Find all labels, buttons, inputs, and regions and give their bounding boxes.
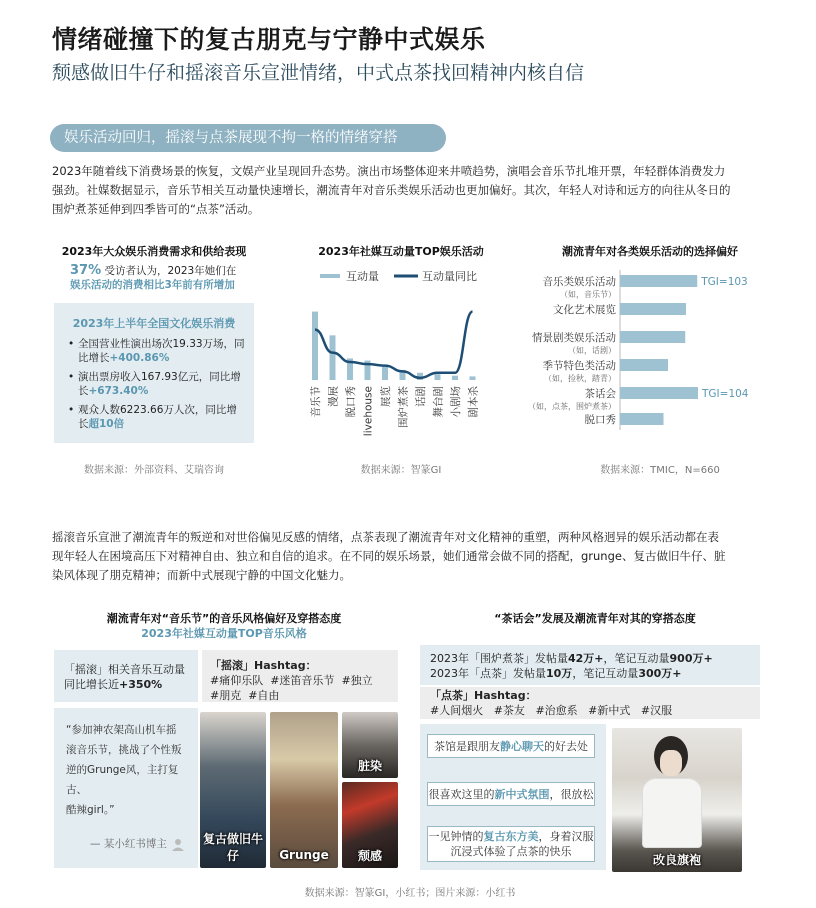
rock-hashtag-box [202,650,398,702]
hashtag[interactable]: #自由 [248,689,280,702]
category-label: 茶话会 [584,388,616,400]
bar [312,312,318,380]
panel1-title: 2023年大众娱乐消费需求和供给表现 [61,245,247,258]
survey-text-2: 娱乐活动的消费相比3年前有所增加 [70,279,235,291]
panel1-source: 数据来源：外部资料、艾瑞咨询 [84,465,224,476]
decadent-photo [342,782,398,868]
intro-line: 围炉煮茶延伸到四季皆可的“点茶”活动。 [52,202,260,216]
survey-text: 受访者认为，2023年她们在 [104,265,237,277]
quote-line: “参加神农架高山机车摇 [66,724,177,736]
category-sublabel: （如，捡秋，踏青） [544,374,616,383]
bar [470,376,476,380]
tea-hashtag-box [420,687,760,719]
category-label: 音乐类娱乐活动 [542,276,616,288]
chart2-title: 潮流青年对各类娱乐活动的选择偏好 [562,245,738,258]
user-icon [171,837,185,851]
hashtag[interactable]: #汉服 [640,704,673,717]
legend-bar-label: 互动量 [346,270,379,283]
quote-line: 逆的Grunge风，主打复古、 [66,764,179,796]
x-tick-label: 围炉煮茶 [397,386,410,428]
bar [620,413,664,425]
stat-item: • 观众人数6223.66万人次，同比增长超10倍 [68,403,246,431]
hashtag[interactable]: #治愈系 [535,704,578,717]
page-title: 情绪碰撞下的复古朋克与宁静中式娱乐 [52,25,486,54]
grunge-photo [270,712,338,868]
tea-hashtag-title: 「点茶」Hashtag： [430,689,537,702]
blogger-quote-box [54,708,198,868]
hashtag[interactable]: #新中式 [588,704,631,717]
culture-stats-box [54,303,254,443]
hashtag[interactable]: #人间烟火 [430,704,484,717]
bar [620,331,685,343]
rock-stat-text: 「摇滚」相关音乐互动量 [64,663,185,676]
intro-line: 强劲。社媒数据显示，音乐节相关互动量快速增长，潮流青年对音乐类娱乐活动也更加偏好。其次，年轻人对诗和远方的向往从冬日的 [52,183,731,197]
bar [620,387,698,399]
activity-preference-chart [520,268,790,438]
x-tick-label: 展览 [380,386,392,407]
rock-stat-value: +350% [119,678,163,691]
x-tick-label: 漫展 [327,386,340,407]
hashtag[interactable]: #独立 [341,674,373,687]
style-paragraph [52,528,764,585]
stat-item: • 全国营业性演出场次19.33万场，同比增长+400.86% [68,337,246,365]
quote-line: 滚音乐节，挑战了个性叛 [66,744,182,756]
bar [620,359,668,371]
hashtag[interactable]: #茶友 [493,704,525,717]
category-label: 季节特色类活动 [542,360,616,372]
x-tick-label: livehouse [362,386,375,437]
para-line: 摇滚音乐宣泄了潮流青年的叛逆和对世俗偏见反感的情绪，点茶表现了潮流青年对文化精神的重塑，两种风格迥异的娱乐活动都在表 [52,530,719,544]
rock-stat-text-2: 同比增长近 [64,678,119,691]
category-label: 情景剧类娱乐活动 [532,332,616,344]
comment-bubble: 一见钟情的复古东方美，身着汉服 沉浸式体验了点茶的快乐 [427,826,595,862]
photo-label: Grunge [279,848,329,862]
survey-stat [70,264,260,292]
legend-bar-swatch [320,274,340,278]
bar [382,367,388,380]
quote-line: 酷辣girl。” [66,804,115,816]
x-tick-label: 小剧场 [450,386,462,418]
rock-stat-box [54,650,198,702]
photo-label: 复古做旧牛仔 [202,832,263,863]
chart1-source: 数据来源：智篆GI [360,465,442,476]
legend-line-label: 互动量同比 [422,270,477,283]
tea-stats-box: 2023年「围炉煮茶」发帖量42万+，笔记互动量900万+ 2023年「点茶」发帖量10万，笔记互动量300万+ [420,645,760,685]
intro-line: 2023年随着线下消费场景的恢复，文娱产业呈现回升态势。演出市场整体迎来井喷趋势，演唱会音乐节扎堆开票，年轻群体消费发力 [52,164,726,178]
bar [330,335,336,380]
bar [435,374,441,380]
category-sublabel: （如，点茶，围炉煮茶） [528,402,616,411]
hashtag[interactable]: #朋克 [210,689,242,702]
chart1-title: 2023年社媒互动量TOP娱乐活动 [318,245,484,258]
chart2-source: 数据来源：TMIC，N=660 [600,465,720,476]
x-tick-label: 舞台剧 [432,386,445,418]
quote-author: — 某小红书博主 [66,834,190,854]
section-pill: 娱乐活动回归，摇滚与点茶展现不拘一格的情绪穿搭 [50,124,446,152]
bar [452,376,458,380]
category-sublabel: （如，音乐节） [560,290,616,299]
tgi-annotation: TGI=104 [702,388,749,400]
culture-stats-title: 2023年上半年全国文化娱乐消费 [72,317,236,330]
figure-qipao [642,778,702,848]
comment-bubble: 很喜欢这里的 新中式氛围 ，很放松 [427,782,595,806]
x-tick-label: 音乐节 [310,386,322,418]
category-label: 文化艺术展览 [553,304,616,316]
category-label: 脱口秀 [584,414,616,426]
yoy-line [315,312,473,378]
tgi-annotation: TGI=103 [701,276,748,288]
music-subtitle: 2023年社媒互动量TOP音乐风格 [141,627,307,640]
footer-source: 数据来源：智篆GI，小红书；图片来源：小红书 [304,888,516,899]
stat-item: • 演出票房收入167.93亿元，同比增长+673.40% [68,370,246,398]
bar [620,303,686,315]
photo-label: 脏染 [357,759,382,773]
social-interaction-chart [290,262,510,452]
photo-label: 颓感 [357,849,382,863]
qipao-photo [612,728,742,872]
comment-bubble: 茶馆是跟朋友 静心聊天 的好去处 [427,734,595,758]
tea-title: “茶话会”发展及潮流青年对其的穿搭态度 [494,612,696,625]
bar [620,275,697,287]
para-line: 现年轻人在困境高压下对精神自由、独立和自信的追求。在不同的娱乐场景，她们通常会做不同的搭配，grunge、复古做旧牛仔、脏 [52,549,726,563]
x-tick-label: 剧本杀 [467,386,480,418]
hashtag[interactable]: #迷笛音乐节 [270,674,335,687]
denim-photo [200,712,266,868]
x-tick-label: 脱口秀 [345,386,357,418]
intro-paragraph [52,162,764,219]
hashtag[interactable]: #痛仰乐队 [210,674,264,687]
rock-hashtag-title: 「摇滚」Hashtag： [210,659,317,672]
page-subtitle: 颓感做旧牛仔和摇滚音乐宣泄情绪，中式点茶找回精神内核自信 [52,62,585,84]
survey-pct: 37% [70,263,102,278]
para-line: 染风体现了朋克精神；而新中式展现宁静的中国文化魅力。 [52,568,351,582]
category-sublabel: （如，话剧） [568,346,616,355]
figure-face [660,750,682,776]
music-title: 潮流青年对“音乐节”的音乐风格偏好及穿搭态度 [106,612,342,625]
photo-label: 改良旗袍 [652,853,701,867]
x-tick-label: 话剧 [415,386,427,407]
dirty-dye-photo [342,712,398,778]
